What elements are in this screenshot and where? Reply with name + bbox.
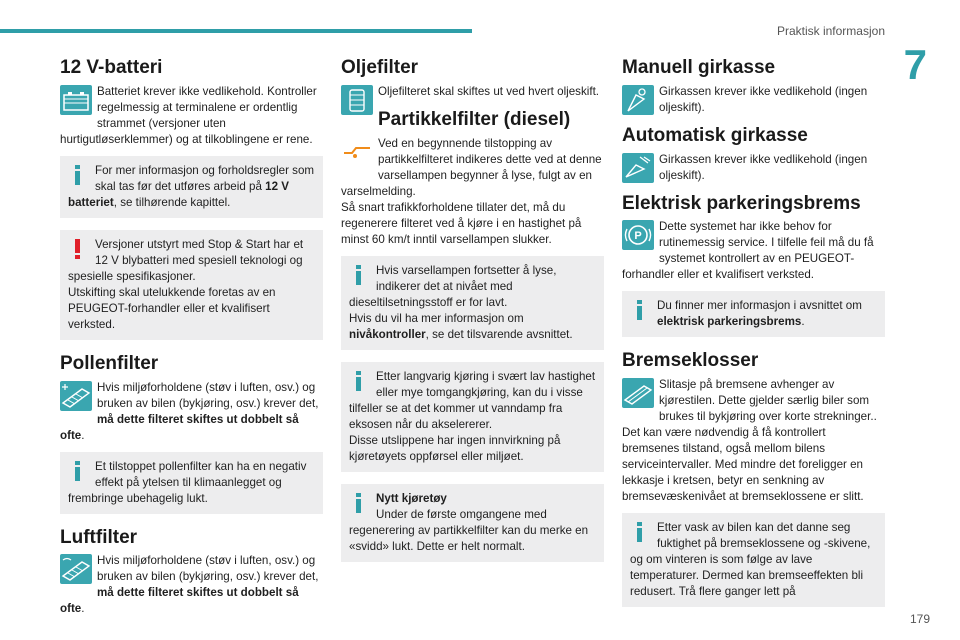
heading-oil-filter: Oljefilter xyxy=(341,57,419,78)
info-icon xyxy=(633,299,647,321)
epb-paragraph xyxy=(622,219,885,283)
oil-filter-icon xyxy=(341,85,373,115)
heading-brake-pads: Bremseklosser xyxy=(622,350,759,372)
heading-pollen-filter: Pollenfilter xyxy=(60,352,159,374)
epb-info-text: Du finner mer informasjon i avsnittet om xyxy=(657,299,862,313)
particle-info3-title: Nytt kjøretøy xyxy=(376,491,447,505)
cabin-filter-icon xyxy=(60,381,92,411)
epb-info-note xyxy=(622,291,885,337)
info-icon xyxy=(352,370,366,392)
battery-warning-line1: Versjoner utstyrt med Stop & Start har et 12 V blybatteri med spesiell teknologi og spesielle spesifikasjoner. xyxy=(68,237,304,283)
chapter-number: 7 xyxy=(903,41,927,88)
pollen-info-text: Et tilstoppet pollenfilter kan ha en negativ effekt på ytelsen til klimaanlegget og frembringe ubehagelig lukt. xyxy=(68,459,307,505)
automatic-gearbox-icon xyxy=(622,153,654,183)
electric-parking-brake-icon xyxy=(622,220,654,250)
manual-gearbox-icon xyxy=(622,85,654,115)
air-filter-text-after: . xyxy=(81,602,85,616)
epb-info-after: . xyxy=(801,315,805,329)
warning-icon xyxy=(71,238,85,260)
battery-warning-line2: Utskifting skal utelukkende foretas av en PEUGEOT-forhandler eller et kvalifisert verksted. xyxy=(68,285,276,331)
pollen-text: Hvis miljøforholdene (støv i luften, osv.) og bruken av bilen (bykjøring, osv.) krever det, xyxy=(97,380,319,410)
heading-electric-parking-brake: Elektrisk parkeringsbrems xyxy=(622,192,861,214)
particle-info-note-3 xyxy=(341,484,604,562)
column-3 xyxy=(622,56,885,617)
epb-info-bold: elektrisk parkeringsbrems xyxy=(657,315,802,329)
brake-pads-info-note xyxy=(622,513,885,607)
brake-pads-paragraph xyxy=(622,377,885,505)
particle-filter-warning-icon xyxy=(341,137,373,167)
column-2 xyxy=(341,56,604,572)
air-filter-text-bold: må dette filteret skiftes ut dobbelt så ofte xyxy=(60,586,299,616)
heading-air-filter: Luftfilter xyxy=(60,526,138,548)
oil-filter-paragraph xyxy=(341,84,604,100)
particle-info1-line1: Hvis varsellampen fortsetter å lyse, indikerer det at nivået med dieseltilsetningsstoff er for lavt. xyxy=(349,263,557,309)
pollen-text-after: . xyxy=(81,428,85,442)
battery-info-bold: 12 V batteriet xyxy=(68,179,289,209)
info-icon xyxy=(633,521,647,543)
battery-warning-note xyxy=(60,230,323,340)
svg-text:P: P xyxy=(634,230,642,243)
particle-info1-bold: nivåkontroller xyxy=(349,327,426,341)
particle-info1-after: , se det tilsvarende avsnittet. xyxy=(425,327,573,341)
column-1 xyxy=(60,56,323,625)
automatic-gearbox-text: Girkassen krever ikke vedlikehold (ingen oljeskift). xyxy=(659,152,868,182)
particle-info-note-1 xyxy=(341,256,604,350)
particle-info2-line1: Etter langvarig kjøring i svært lav hastighet eller mye tomgangkjøring, kan du i visse tilfeller se at det kommer ut vanndamp fra eksosen når du akselererer. xyxy=(349,369,596,431)
battery-icon xyxy=(60,85,92,115)
pollen-paragraph xyxy=(60,380,323,444)
info-icon xyxy=(71,164,85,186)
battery-text: Batteriet krever ikke vedlikehold. Kontroller regelmessig at terminalene er ordentlig strammet (versjoner uten hurtigutløserklemmer) og at tilkoblingene er rene. xyxy=(60,84,317,146)
particle-info3-text: Under de første omgangene med regenerering av partikkelfilter kan du merke en «svidd» lukt. Dette er helt normalt. xyxy=(349,507,589,553)
manual-gearbox-text: Girkassen krever ikke vedlikehold (ingen oljeskift). xyxy=(659,84,868,114)
air-filter-icon xyxy=(60,554,92,584)
particle-info1-line2: Hvis du vil ha mer informasjon om xyxy=(349,311,524,325)
automatic-gearbox-paragraph xyxy=(622,152,885,184)
info-icon xyxy=(352,264,366,286)
section-title: Praktisk informasjon xyxy=(776,24,885,38)
heading-manual-gearbox: Manuell girkasse xyxy=(622,57,776,78)
heading-automatic-gearbox: Automatisk girkasse xyxy=(622,124,808,146)
air-filter-text: Hvis miljøforholdene (støv i luften, osv.) og bruken av bilen (bykjøring, osv.) krever det, xyxy=(97,554,319,584)
page-number: 179 xyxy=(909,612,930,626)
heading-battery: 12 V-batteri xyxy=(60,57,163,78)
info-icon xyxy=(71,460,85,482)
brake-pads-info-text: Etter vask av bilen kan det danne seg fuktighet på bremseklossene og -skivene, og om vinteren is som følge av lave temperaturer. Dermed kan bremseeffekten bli redusert. Trå flere ganger lett på xyxy=(630,521,871,598)
battery-info-note xyxy=(60,156,323,218)
brake-pads-text: Slitasje på bremsene avhenger av kjørestilen. Dette gjelder særlig biler som brukes til bykjøring over korte strekninger.. Det kan være nødvendig å få kontrollert bremsenes tilstand, også mellom bilens serviceintervaller. Med mindre det foreligger en lekkasje i kretsen, betyr en senkning av bremsevæskenivået at bremseklossene er slitt. xyxy=(622,378,877,503)
particle-info-note-2 xyxy=(341,362,604,472)
oil-filter-text: Oljefilteret skal skiftes ut ved hvert oljeskift. xyxy=(378,84,600,98)
air-filter-paragraph xyxy=(60,553,323,617)
header-accent-bar xyxy=(0,29,472,33)
particle-paragraph xyxy=(341,136,604,248)
particle-text1: Ved en begynnende tilstopping av partikkelfilteret indikeres dette ved at denne varsellampen begynner å lyse, fulgt av en varselmelding. xyxy=(341,136,602,198)
battery-info-after: , se tilhørende kapittel. xyxy=(113,195,231,209)
heading-particle-filter: Partikkelfilter (diesel) xyxy=(378,108,571,130)
epb-text: Dette systemet har ikke behov for rutinemessig service. I tilfelle feil må du få systemet kontrollert av en PEUGEOT-forhandler eller et kvalifisert verksted. xyxy=(622,220,874,282)
battery-info-text: For mer informasjon og forholdsregler som skal tas før det utføres arbeid på xyxy=(95,163,315,193)
pollen-info-note xyxy=(60,452,323,514)
brake-pads-icon xyxy=(622,378,654,408)
pollen-text-bold: må dette filteret skiftes ut dobbelt så ofte xyxy=(60,412,299,442)
particle-text2: Så snart trafikkforholdene tillater det, må du regenerere filteret ved å kjøre i en hastighet på minst 60 km/t inntil varsellampen slukker. xyxy=(341,200,582,246)
battery-paragraph xyxy=(60,84,323,148)
info-icon xyxy=(352,492,366,514)
particle-info2-line2: Disse utslippene har ingen innvirkning på kjøretøyets oppførsel eller miljøet. xyxy=(349,433,561,463)
manual-gearbox-paragraph xyxy=(622,84,885,116)
